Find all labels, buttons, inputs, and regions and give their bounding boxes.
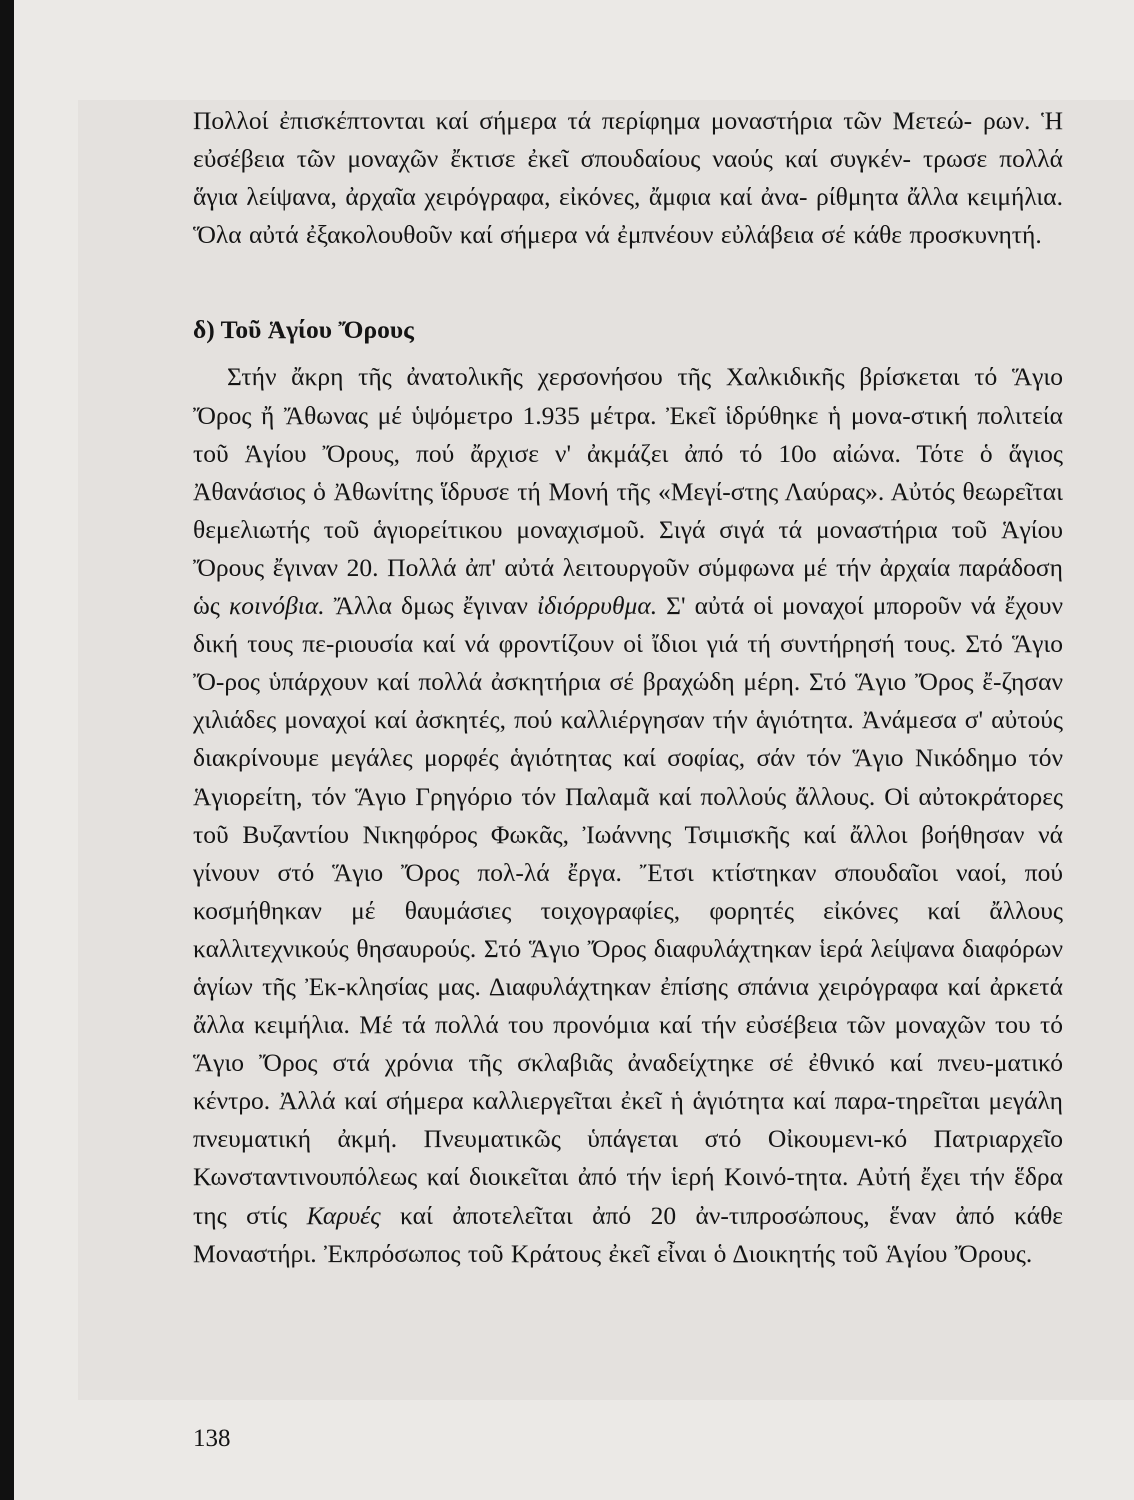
text-line: ρων. Ἡ εὐσέβεια τῶν μοναχῶν ἔκτισε ἐκεῖ σπουδαίους ναούς καί συγκέν- — [193, 106, 1064, 174]
paragraph-mount-athos — [193, 358, 1063, 1272]
paragraph-meteora — [193, 102, 1063, 254]
scan-edge — [0, 0, 14, 1500]
text-segment: Ἄλλα δμως ἔγιναν — [333, 591, 528, 621]
italic-term: ἰδιόρρυθμα. — [537, 591, 658, 621]
text-line: ρίθμητα ἄλλα κειμήλια. Ὅλα αὐτά ἐξακολουθοῦν καί σήμερα νά ἐμπνέουν — [193, 182, 1064, 250]
text-segment: καί ἀποτελεῖται ἀπό 20 ἀν-τιπροσώπους, ἕναν ἀπό κάθε Μοναστήρι. Ἐκπρόσωπος τοῦ Κράτους ἐκεῖ εἶναι ὁ Διοικητής τοῦ Ἁγίου Ὄρους. — [193, 1200, 1064, 1268]
text-line: τρωσε πολλά ἅγια λείψανα, ἀρχαῖα χειρόγραφα, εἰκόνες, ἄμφια καί ἀνα- — [193, 144, 1064, 212]
text-line: Πολλοί ἐπισκέπτονται καί σήμερα τά περίφημα μοναστήρια τῶν Μετεώ- — [193, 106, 973, 135]
italic-term: κοινόβια. — [228, 591, 325, 621]
italic-term: Καρυές — [306, 1200, 381, 1230]
text-segment: Σ' αὐτά οἱ μοναχοί μποροῦν νά ἔχουν δική τους πε-ριουσία καί νά φροντίζουν οἱ ἴδιοι γιά τή συντήρησή τους. Στό Ἅγιο Ὄ-ρος ὑπάρχουν καί πολλά ἀσκητήρια σέ βραχώδη μέρη. Στό Ἅγιο Ὄρος ἔ-ζησαν χιλιάδες μοναχοί καί ἀσκητές, πού καλλιέργησαν τήν ἁγιότητα. Ἀνάμεσα σ' αὐτούς διακρίνουμε μεγάλες μορφές ἁγιότητας καί σοφίας, σάν τόν Ἅγιο Νικόδημο τόν Ἁγιορείτη, τόν Ἅγιο Γρηγόριο τόν Παλαμᾶ καί πολλούς ἄλλους. Οἱ αὐτοκράτορες τοῦ Βυζαντίου Νικηφόρος Φωκᾶς, Ἰωάννης Τσιμισκῆς καί ἄλλοι βοήθησαν νά γίνουν στό Ἅγιο Ὄρος πολ-λά ἔργα. Ἔτσι κτίστηκαν σπουδαῖοι ναοί, πού κοσμήθηκαν μέ θαυμάσιες τοιχογραφίες, φορητές εἰκόνες καί ἄλλους καλλιτεχνικούς θησαυρούς. Στό Ἅγιο Ὄρος διαφυλάχτηκαν ἱερά λείψανα διαφόρων ἁγίων τῆς Ἐκ-κλησίας μας. Διαφυλάχτηκαν ἐπίσης σπάνια χειρόγραφα καί ἀρκετά ἄλλα κειμήλια. Μέ τά πολλά του προνόμια καί τήν εὐσέβεια τῶν μοναχῶν του τό Ἅγιο Ὄρος στά χρόνια τῆς σκλαβιᾶς ἀναδείχτηκε σέ ἐθνικό καί πνευ-ματικό κέντρο. Ἀλλά καί σήμερα καλλιεργεῖται ἐκεῖ ἡ ἁγιότητα καί παρα-τηρεῖται μεγάλη πνευματική ἀκμή. Πνευματικῶς ὑπάγεται στό Οἰκουμενι-κό Πατριαρχεῖο Κωνσταντινουπόλεως καί διοικεῖται ἀπό τήν ἱερή Κοινό-τητα. Αὐτή ἔχει τήν ἕδρα της στίς — [193, 591, 1064, 1230]
section-heading: δ) Τοῦ Ἁγίου Ὄρους — [193, 315, 414, 345]
page-number: 138 — [193, 1425, 231, 1452]
text-line: εὐλάβεια σέ κάθε προσκυνητή. — [720, 220, 1042, 250]
page-content — [193, 102, 1063, 1273]
text-segment: Στήν ἄκρη τῆς ἀνατολικῆς χερσονήσου τῆς Χαλκιδικῆς βρίσκεται τό Ἅγιο Ὄρος ἤ Ἄθωνας μέ ὑψόμετρο 1.935 μέτρα. Ἐκεῖ ἱδρύθηκε ἡ μονα-στική πολιτεία τοῦ Ἁγίου Ὄρους, πού ἄρχισε ν' ἀκμάζει ἀπό τό 10ο αἰώνα. Τότε ὁ ἅγιος Ἀθανάσιος ὁ Ἀθωνίτης ἵδρυσε τή Μονή τῆς «Μεγί-στης Λαύρας». Αὐτός θεωρεῖται θεμελιωτής τοῦ ἁγιορείτικου μοναχισμοῦ. Σιγά σιγά τά μοναστήρια τοῦ Ἁγίου Ὄρους ἔγιναν 20. Πολλά ἀπ' αὐτά λειτουργοῦν σύμφωνα μέ τήν ἀρχαία παράδοση ὡς — [193, 362, 1063, 621]
